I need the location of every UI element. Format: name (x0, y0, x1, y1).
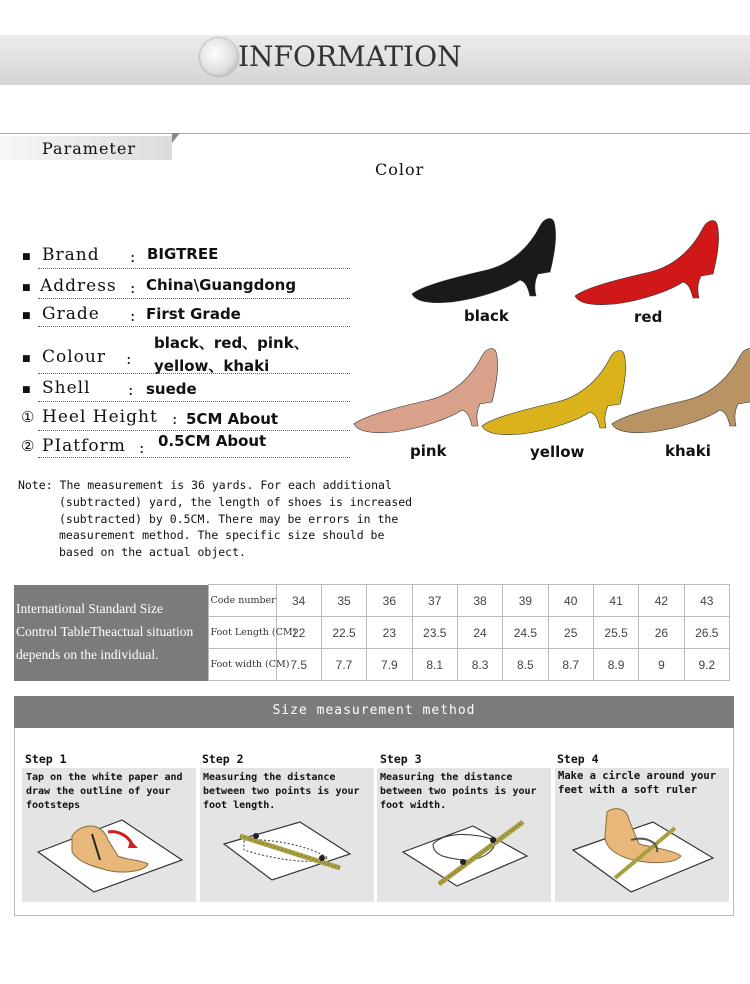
side-note-line: Control TableTheactual situation (16, 623, 194, 639)
spec-divider (38, 430, 350, 431)
cell: 7.9 (367, 649, 412, 681)
note-line: based on the actual object. (59, 545, 246, 560)
spec-divider (38, 326, 350, 327)
tab-corner (172, 133, 180, 143)
step-description: Make a circle around your feet with a soft ruler (558, 770, 717, 796)
spec-key: Shell (42, 378, 91, 398)
cell: 23.5 (412, 617, 457, 649)
cell: 25.5 (593, 617, 638, 649)
shoe-label: yellow (530, 443, 585, 461)
cell: 8.7 (548, 649, 593, 681)
side-note-line: International Standard Size (16, 600, 163, 616)
step3-illustration (377, 800, 551, 900)
cell: 8.1 (412, 649, 457, 681)
spec-sep: : (130, 247, 136, 266)
step4-illustration (555, 800, 729, 900)
bullet-icon: ■ (22, 354, 31, 364)
cell: 36 (367, 585, 412, 617)
spec-value: 5CM About (186, 410, 279, 428)
note-line: measurement method. The specific size should be (59, 528, 385, 543)
spec-key: Heel Height (42, 407, 158, 427)
spec-value: China\Guangdong (146, 276, 297, 294)
spec-sep: : (128, 380, 134, 399)
spec-key: PIatform (42, 436, 126, 456)
note-line: Note: The measurement is 36 yards. For each additional (18, 478, 392, 492)
cell: 43 (684, 585, 729, 617)
cell: 22 (276, 617, 321, 649)
shoe-label: khaki (665, 442, 711, 460)
cell: 24 (457, 617, 502, 649)
shoe-yellow (482, 351, 626, 435)
shoe-khaki (612, 349, 750, 433)
spec-value: First Grade (146, 305, 241, 323)
circled-number: ① (21, 408, 35, 426)
spec-divider (38, 401, 350, 402)
bullet-icon: ■ (22, 252, 31, 262)
table-row (14, 585, 730, 617)
step-title: Step 2 (202, 752, 244, 766)
cell: 23 (367, 617, 412, 649)
banner-circle-icon (200, 38, 238, 76)
cell: 8.3 (457, 649, 502, 681)
shoe-gallery (340, 210, 750, 460)
spec-sep: : (139, 438, 145, 457)
cell: 8.9 (593, 649, 638, 681)
page-title: INFORMATION (238, 40, 462, 73)
cell: 9 (639, 649, 684, 681)
cell: 8.5 (503, 649, 548, 681)
measurement-title: Size measurement method (272, 703, 476, 718)
shoe-label: red (634, 308, 663, 326)
cell: 34 (276, 585, 321, 617)
side-note-line: depends on the individual. (16, 646, 159, 662)
cell: 7.7 (321, 649, 366, 681)
spec-divider (38, 373, 350, 374)
cell: 41 (593, 585, 638, 617)
spec-key: Grade (42, 304, 100, 324)
spec-value-cont: yellow、khaki (154, 357, 270, 375)
step-description: Measuring the distance between two points is your foot width. (380, 772, 537, 811)
bullet-icon: ■ (22, 385, 31, 395)
cell: 22.5 (321, 617, 366, 649)
divider (0, 133, 750, 134)
note-line: (subtracted) by 0.5CM. There may be errors in the (59, 511, 399, 526)
shoe-pink (354, 349, 498, 433)
step2-illustration (200, 800, 374, 900)
cell: 39 (503, 585, 548, 617)
color-title: Color (375, 160, 425, 179)
size-table (14, 584, 730, 681)
cell: 40 (548, 585, 593, 617)
step-title: Step 4 (557, 752, 599, 766)
spec-sep: : (126, 349, 132, 368)
spec-sep: : (130, 306, 136, 325)
shoe-black (412, 219, 556, 303)
table-side-note (14, 585, 208, 681)
cell: 26 (639, 617, 684, 649)
row-header: Code number (208, 585, 276, 617)
shoe-red (575, 221, 719, 305)
cell: 37 (412, 585, 457, 617)
cell: 24.5 (503, 617, 548, 649)
note (18, 477, 412, 561)
bullet-icon: ■ (22, 283, 31, 293)
step-title: Step 3 (380, 752, 422, 766)
step-description: Measuring the distance between two points is your foot length. (203, 772, 360, 811)
spec-divider (38, 268, 350, 269)
step-title: Step 1 (25, 752, 67, 766)
step1-illustration (22, 800, 196, 900)
cell: 35 (321, 585, 366, 617)
spec-divider (38, 298, 350, 299)
shoe-label: black (464, 307, 509, 325)
spec-value: black、red、pink、 (154, 334, 309, 352)
bullet-icon: ■ (22, 311, 31, 321)
cell: 26.5 (684, 617, 729, 649)
cell: 38 (457, 585, 502, 617)
cell: 25 (548, 617, 593, 649)
spec-value: 0.5CM About (158, 432, 267, 450)
note-line: (subtracted) yard, the length of shoes is increased (59, 494, 413, 509)
spec-value: BIGTREE (147, 245, 219, 263)
cell: 9.2 (684, 649, 729, 681)
shoe-label: pink (410, 442, 447, 460)
circled-number: ② (21, 437, 35, 455)
row-header: Foot width (CM) (208, 649, 276, 681)
spec-key: Colour (42, 347, 106, 367)
cell: 7.5 (276, 649, 321, 681)
parameter-label: Parameter (42, 139, 136, 158)
spec-sep: : (172, 409, 178, 428)
row-header: Foot Length (CM) (208, 617, 276, 649)
spec-key: Address (40, 276, 117, 296)
spec-key: Brand (42, 245, 100, 265)
step-description: Tap on the white paper and draw the outline of your footsteps (26, 772, 183, 811)
spec-divider (38, 457, 350, 458)
spec-sep: : (130, 278, 136, 297)
cell: 42 (639, 585, 684, 617)
spec-value: suede (146, 380, 197, 398)
